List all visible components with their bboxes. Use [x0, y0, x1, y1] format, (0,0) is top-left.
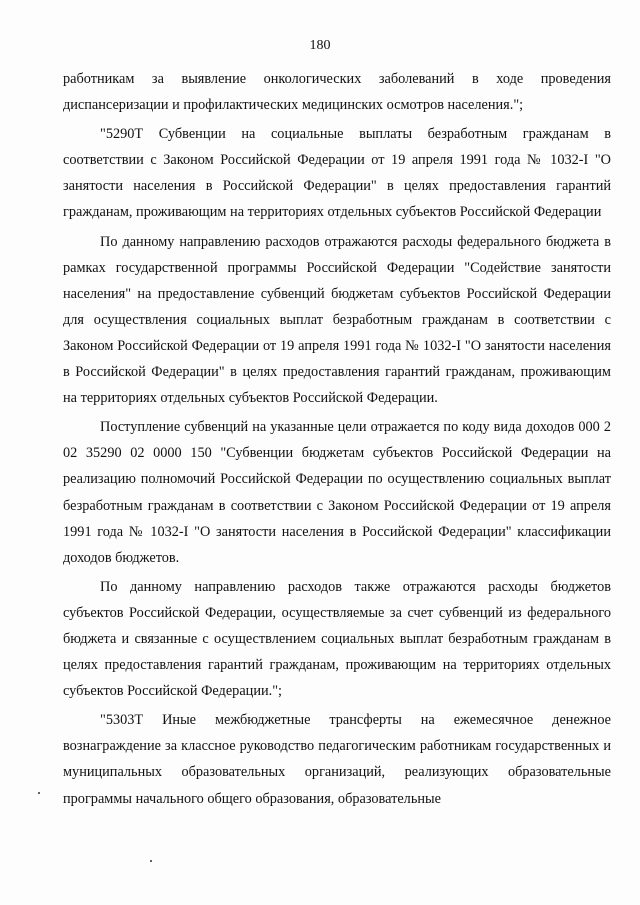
paragraph-5290t-heading: "5290Т Субвенции на социальные выплаты безработным гражданам в соответствии с Законом Российской Федерации от 19 апреля 1991 года № 1032-I "О занятости населения в Российской Федерации" в целях предоставления гарантий гражданам, проживающим на территориях отдельных субъектов Российской Федерации [63, 126, 611, 221]
document-body [63, 66, 611, 812]
page-number: 180 [309, 38, 331, 53]
paragraph-5290t-revenue-code: Поступление субвенций на указанные цели отражается по коду вида доходов 000 2 02 35290 02 0000 150 "Субвенции бюджетам субъектов Российской Федерации на реализацию полномочий Российской Федерации по осуществлению социальных выплат безработным гражданам в соответствии с Законом Российской Федерации от 19 апреля 1991 года № 1032-I "О занятости населения в Российской Федерации" классификации доходов бюджетов. [63, 419, 611, 566]
scan-speck [150, 860, 152, 862]
paragraph-5290t-regional-expenses: По данному направлению расходов также отражаются расходы бюджетов субъектов Российской Федерации, осуществляемые за счет субвенций из федерального бюджета и связанные с осуществлением социальных выплат безработным гражданам в целях предоставления гарантий гражданам, проживающим на территориях отдельных субъектов Российской Федерации."; [63, 578, 611, 700]
paragraph-5303t-heading: "5303Т Иные межбюджетные трансферты на ежемесячное денежное вознаграждение за классное руководство педагогическим работникам государственных и муниципальных образовательных организаций, реализующих образовательные программы начального общего образования, образовательные [63, 712, 611, 807]
scan-speck [38, 792, 40, 794]
paragraph-continuation: работникам за выявление онкологических заболеваний в ходе проведения диспансеризации и профилактических медицинских осмотров населения."; [63, 71, 611, 114]
paragraph-5290t-description: По данному направлению расходов отражаются расходы федерального бюджета в рамках государственной программы Российской Федерации "Содействие занятости населения" на предоставление субвенций бюджетам субъектов Российской Федерации для осуществления социальных выплат безработным гражданам в соответствии с Законом Российской Федерации от 19 апреля 1991 года № 1032-I "О занятости населения в Российской Федерации" в целях предоставления гарантий гражданам, проживающим на территориях отдельных субъектов Российской Федерации. [63, 233, 611, 407]
